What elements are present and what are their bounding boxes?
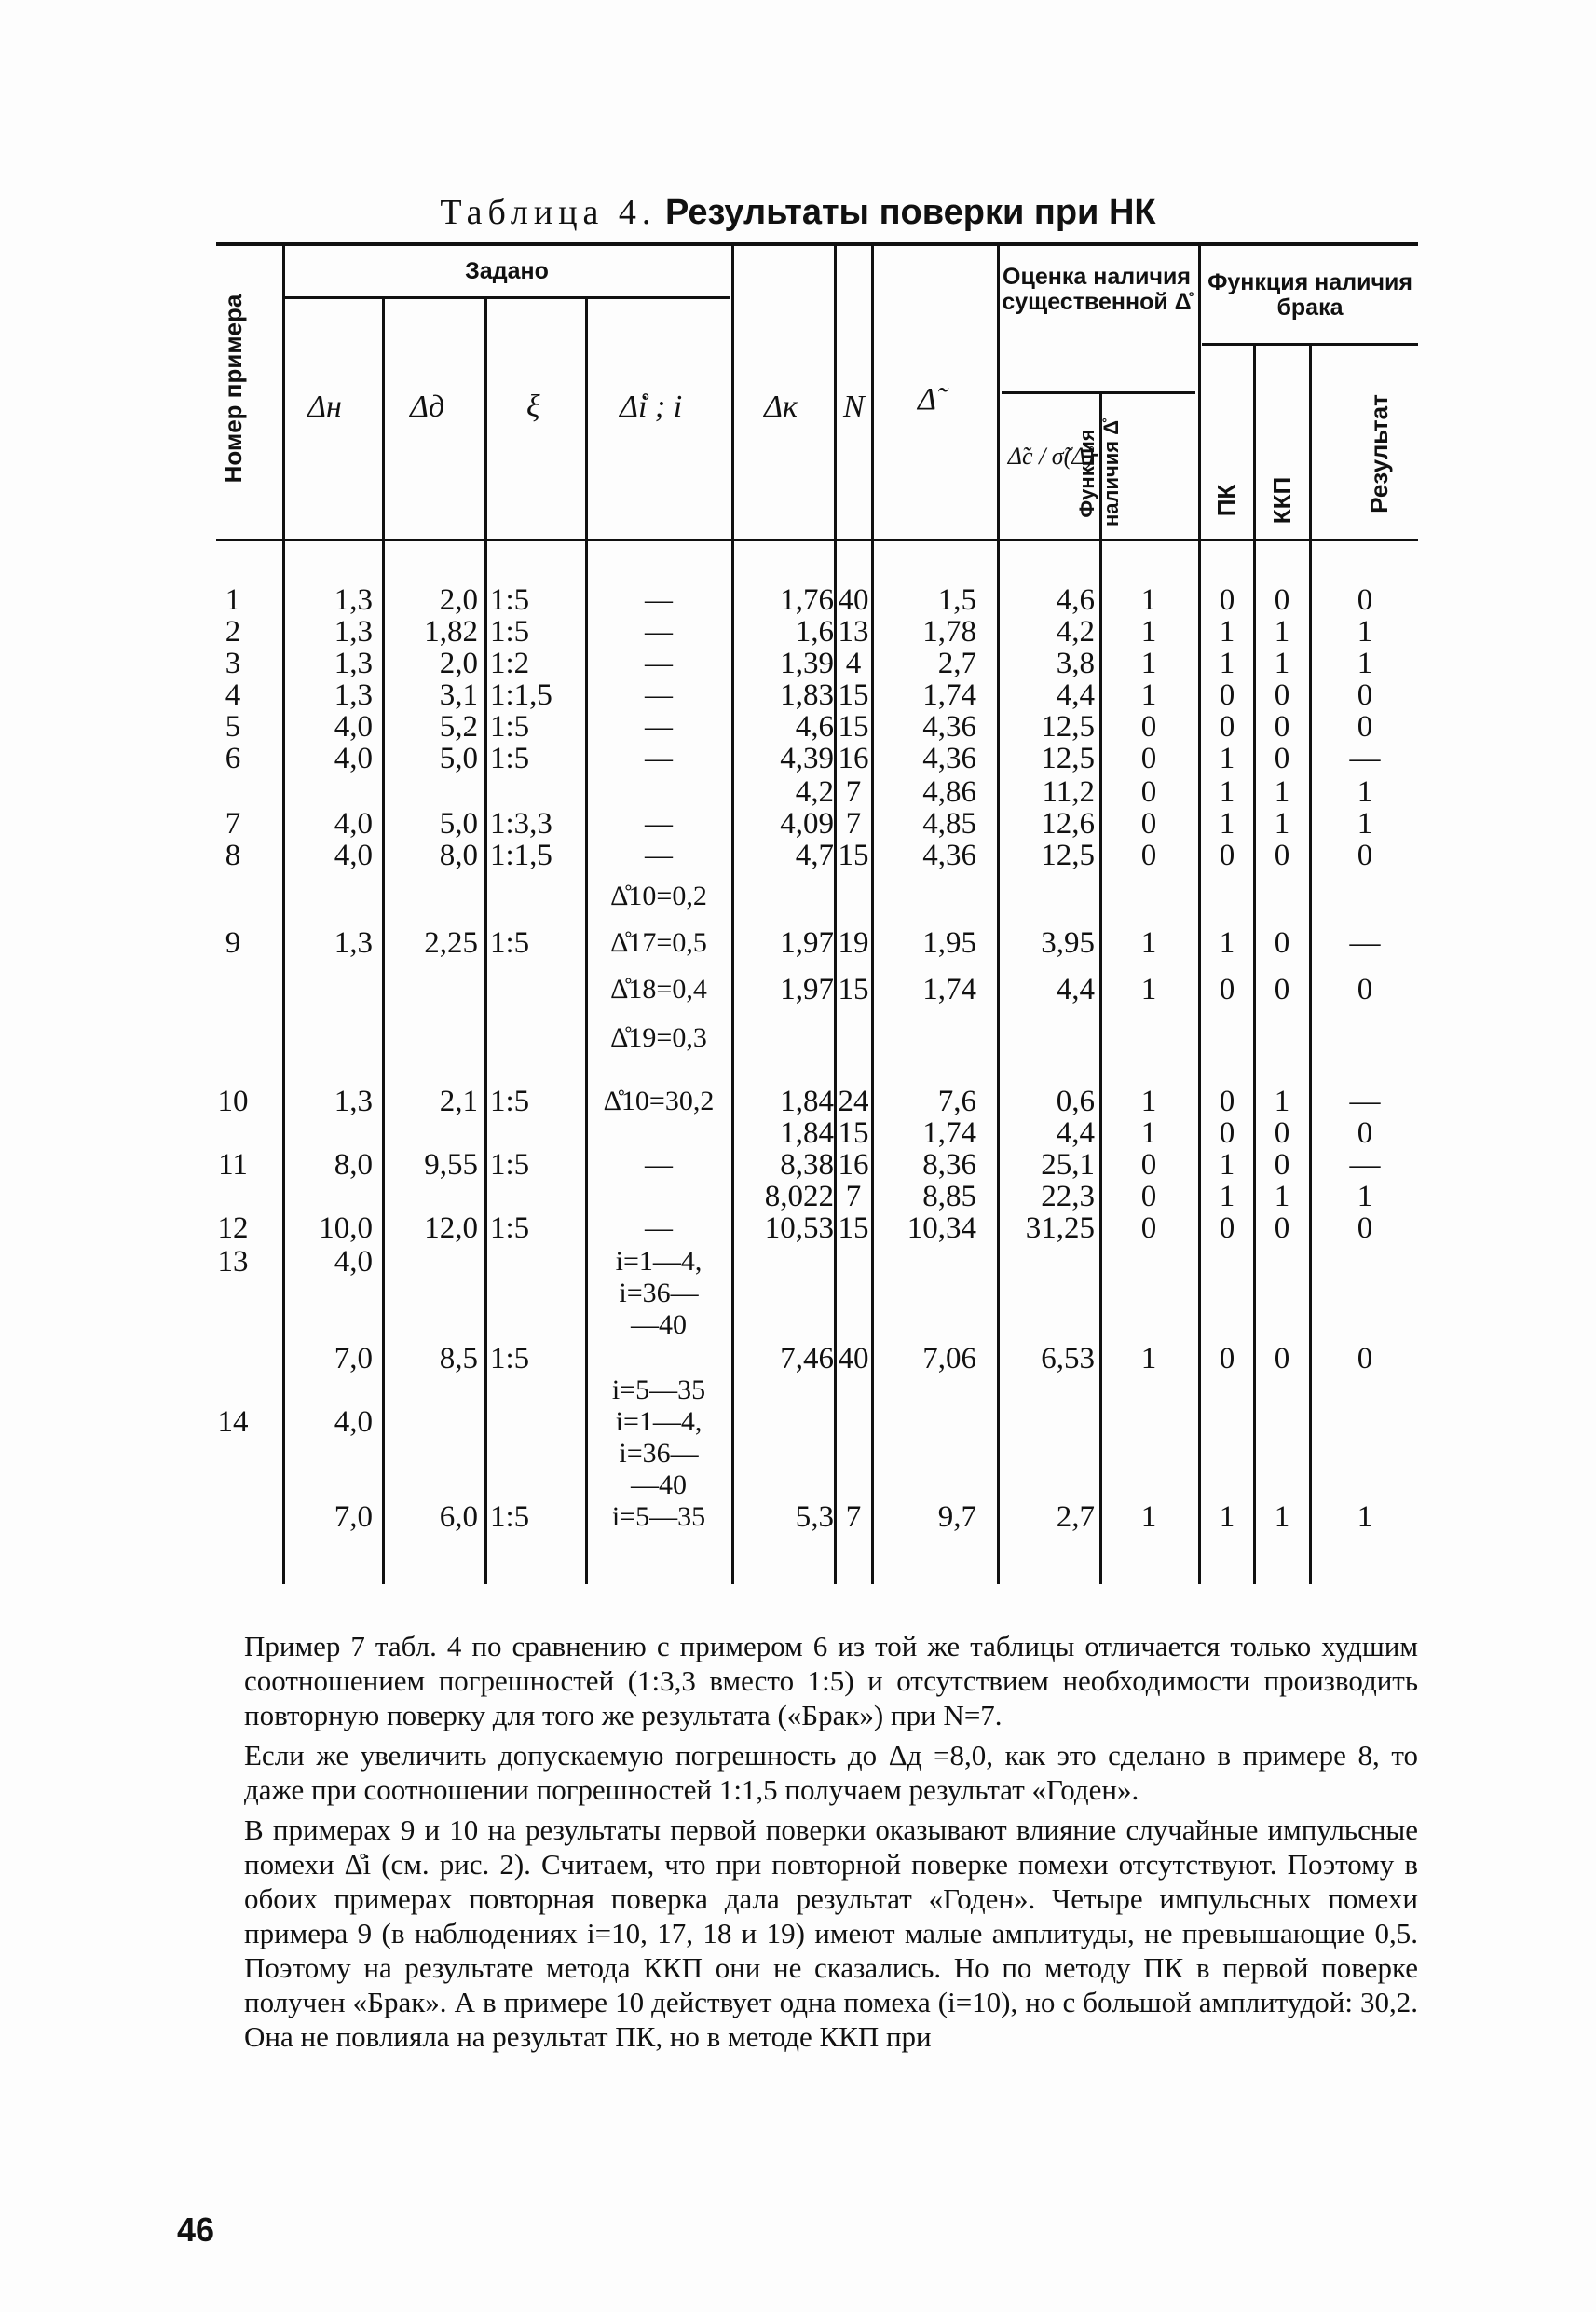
cell-di: — bbox=[645, 711, 673, 742]
col-line-11 bbox=[1253, 345, 1256, 1584]
cell-num: 9 bbox=[225, 926, 241, 960]
cell-res: 1 bbox=[1357, 1180, 1373, 1213]
cell-n: 4 bbox=[845, 647, 862, 680]
cell-n: 16 bbox=[838, 742, 869, 775]
cell-dd: 2,1 bbox=[439, 1085, 478, 1118]
cell-res: — bbox=[1349, 1085, 1381, 1118]
cell-dc: 0,6 bbox=[1056, 1085, 1095, 1118]
cell-res: — bbox=[1349, 1148, 1381, 1182]
cell-res: 0 bbox=[1357, 1211, 1373, 1245]
estimate-group-rule bbox=[1002, 391, 1195, 394]
col-line-4 bbox=[585, 298, 588, 1584]
cell-num: 6 bbox=[225, 742, 241, 775]
cell-dt: 4,86 bbox=[922, 775, 976, 809]
cell-dt: 10,34 bbox=[907, 1211, 976, 1245]
cell-dc: 2,7 bbox=[1056, 1500, 1095, 1534]
cell-pk: 0 bbox=[1219, 678, 1235, 712]
header-n: N bbox=[843, 390, 865, 424]
cell-res: 1 bbox=[1357, 1500, 1373, 1534]
cell-fp: 1 bbox=[1140, 647, 1157, 680]
cell-num: 5 bbox=[225, 710, 241, 744]
cell-res: 0 bbox=[1357, 710, 1373, 744]
cell-kkp: 0 bbox=[1274, 1211, 1290, 1245]
cell-di: — bbox=[645, 1212, 673, 1243]
cell-dt: 1,74 bbox=[922, 1116, 976, 1150]
cell-pk: 0 bbox=[1219, 973, 1235, 1006]
cell-kkp: 0 bbox=[1274, 973, 1290, 1006]
cell-fp: 0 bbox=[1140, 1180, 1157, 1213]
cell-dn: 4,0 bbox=[334, 839, 373, 872]
cell-dt: 4,36 bbox=[922, 839, 976, 872]
cell-dc: 4,4 bbox=[1056, 973, 1095, 1006]
cell-pk: 1 bbox=[1219, 742, 1235, 775]
cell-xi: 1:5 bbox=[490, 1211, 530, 1245]
cell-n: 15 bbox=[838, 839, 869, 872]
cell-num: 8 bbox=[225, 839, 241, 872]
page-number: 46 bbox=[177, 2210, 215, 2249]
cell-pk: 1 bbox=[1219, 807, 1235, 841]
cell-fp: 1 bbox=[1140, 1342, 1157, 1375]
cell-dc: 3,95 bbox=[1041, 926, 1095, 960]
cell-dd: 2,25 bbox=[424, 926, 478, 960]
cell-dd: 1,82 bbox=[424, 615, 478, 649]
cell-dc: 4,2 bbox=[1056, 615, 1095, 649]
cell-res: 0 bbox=[1357, 583, 1373, 617]
cell-n: 19 bbox=[838, 926, 869, 960]
cell-fp: 0 bbox=[1140, 839, 1157, 872]
cell-res: 0 bbox=[1357, 839, 1373, 872]
cell-dt: 4,36 bbox=[922, 710, 976, 744]
col-line-8 bbox=[997, 246, 1000, 1584]
cell-dd: 8,0 bbox=[439, 839, 478, 872]
cell-num: 14 bbox=[217, 1405, 249, 1439]
cell-n: 7 bbox=[845, 1180, 862, 1213]
col-line-12 bbox=[1309, 345, 1312, 1584]
cell-num: 10 bbox=[217, 1085, 249, 1118]
cell-kkp: 1 bbox=[1274, 647, 1290, 680]
header-example-number: Номер примера bbox=[219, 294, 247, 484]
cell-dn: 1,3 bbox=[334, 615, 373, 649]
cell-dt: 7,06 bbox=[922, 1342, 976, 1375]
cell-dc: 4,4 bbox=[1056, 678, 1095, 712]
cell-dn: 10,0 bbox=[319, 1211, 373, 1245]
cell-res: 1 bbox=[1357, 775, 1373, 809]
cell-dd: 8,5 bbox=[439, 1342, 478, 1375]
header-delta-tilde: Δ̃ bbox=[918, 382, 936, 417]
cell-kkp: 0 bbox=[1274, 1342, 1290, 1375]
cell-dt: 2,7 bbox=[937, 647, 976, 680]
cell-dk: 7,46 bbox=[780, 1342, 834, 1375]
cell-num: 2 bbox=[225, 615, 241, 649]
cell-dd: 3,1 bbox=[439, 678, 478, 712]
cell-dk: 8,022 bbox=[764, 1180, 834, 1213]
caption-prefix: Таблица 4. bbox=[440, 193, 657, 232]
cell-dn: 7,0 bbox=[334, 1500, 373, 1534]
cell-dt: 1,74 bbox=[922, 678, 976, 712]
cell-dk: 1,83 bbox=[780, 678, 834, 712]
cell-dn: 4,0 bbox=[334, 807, 373, 841]
cell-dk: 4,7 bbox=[795, 839, 834, 872]
cell-di: — bbox=[645, 743, 673, 773]
cell-di: —40 bbox=[631, 1309, 687, 1340]
cell-pk: 1 bbox=[1219, 1500, 1235, 1534]
header-delta-n: Δн bbox=[307, 390, 342, 424]
cell-xi: 1:5 bbox=[490, 615, 530, 649]
cell-kkp: 0 bbox=[1274, 742, 1290, 775]
cell-dd: 5,0 bbox=[439, 807, 478, 841]
cell-dd: 9,55 bbox=[424, 1148, 478, 1182]
cell-dk: 4,09 bbox=[780, 807, 834, 841]
cell-n: 15 bbox=[838, 710, 869, 744]
cell-di: i=36— bbox=[619, 1278, 699, 1308]
cell-fp: 1 bbox=[1140, 615, 1157, 649]
cell-di: i=1—4, bbox=[615, 1246, 703, 1277]
cell-dc: 12,5 bbox=[1041, 742, 1095, 775]
cell-xi: 1:5 bbox=[490, 710, 530, 744]
header-delta-i: Δ̊i ; i bbox=[620, 390, 683, 424]
cell-dk: 4,6 bbox=[795, 710, 834, 744]
cell-res: 0 bbox=[1357, 1342, 1373, 1375]
cell-dd: 12,0 bbox=[424, 1211, 478, 1245]
cell-pk: 0 bbox=[1219, 1342, 1235, 1375]
cell-dk: 1,84 bbox=[780, 1116, 834, 1150]
cell-res: 0 bbox=[1357, 1116, 1373, 1150]
caption-title: Результаты поверки при НК bbox=[664, 193, 1156, 232]
cell-dk: 1,76 bbox=[780, 583, 834, 617]
cell-dk: 1,84 bbox=[780, 1085, 834, 1118]
cell-dn: 4,0 bbox=[334, 710, 373, 744]
cell-n: 15 bbox=[838, 973, 869, 1006]
cell-xi: 1:5 bbox=[490, 1085, 530, 1118]
cell-res: 1 bbox=[1357, 615, 1373, 649]
cell-dc: 22,3 bbox=[1041, 1180, 1095, 1213]
cell-fp: 0 bbox=[1140, 775, 1157, 809]
cell-di: Δ̊10=30,2 bbox=[603, 1086, 715, 1116]
cell-n: 15 bbox=[838, 1116, 869, 1150]
cell-xi: 1:5 bbox=[490, 1148, 530, 1182]
cell-di: — bbox=[645, 648, 673, 678]
header-xi: ξ bbox=[526, 390, 540, 424]
cell-dc: 25,1 bbox=[1041, 1148, 1095, 1182]
cell-kkp: 1 bbox=[1274, 1500, 1290, 1534]
col-line-7 bbox=[871, 246, 874, 1584]
cell-dt: 7,6 bbox=[937, 1085, 976, 1118]
cell-kkp: 1 bbox=[1274, 1180, 1290, 1213]
cell-dk: 5,3 bbox=[795, 1500, 834, 1534]
table-caption bbox=[0, 192, 1596, 233]
cell-fp: 1 bbox=[1140, 1116, 1157, 1150]
cell-pk: 1 bbox=[1219, 647, 1235, 680]
cell-kkp: 1 bbox=[1274, 615, 1290, 649]
cell-dt: 1,74 bbox=[922, 973, 976, 1006]
cell-dd: 5,0 bbox=[439, 742, 478, 775]
cell-pk: 1 bbox=[1219, 1148, 1235, 1182]
cell-dn: 1,3 bbox=[334, 647, 373, 680]
cell-pk: 1 bbox=[1219, 1180, 1235, 1213]
cell-fp: 1 bbox=[1140, 926, 1157, 960]
cell-di: — bbox=[645, 840, 673, 870]
cell-kkp: 0 bbox=[1274, 678, 1290, 712]
cell-dt: 8,85 bbox=[922, 1180, 976, 1213]
cell-fp: 0 bbox=[1140, 807, 1157, 841]
cell-fp: 1 bbox=[1140, 1085, 1157, 1118]
cell-xi: 1:1,5 bbox=[490, 678, 552, 712]
given-group-rule bbox=[284, 296, 730, 299]
cell-dk: 4,39 bbox=[780, 742, 834, 775]
cell-xi: 1:3,3 bbox=[490, 807, 552, 841]
cell-di: Δ̊17=0,5 bbox=[610, 927, 707, 958]
cell-dc: 12,6 bbox=[1041, 807, 1095, 841]
header-estimate: Оценка наличия существенной Δ̊ bbox=[1002, 264, 1192, 315]
col-line-1 bbox=[282, 246, 285, 1584]
header-given: Задано bbox=[465, 258, 549, 284]
cell-dk: 1,97 bbox=[780, 973, 834, 1006]
cell-kkp: 1 bbox=[1274, 775, 1290, 809]
cell-num: 4 bbox=[225, 678, 241, 712]
cell-dc: 4,6 bbox=[1056, 583, 1095, 617]
cell-num: 11 bbox=[218, 1148, 248, 1182]
cell-dd: 2,0 bbox=[439, 583, 478, 617]
cell-xi: 1:5 bbox=[490, 1342, 530, 1375]
cell-xi: 1:1,5 bbox=[490, 839, 552, 872]
cell-di: Δ̊10=0,2 bbox=[610, 881, 707, 911]
cell-dt: 8,36 bbox=[922, 1148, 976, 1182]
header-delta-d: Δд bbox=[410, 390, 445, 424]
body-text bbox=[244, 1629, 1418, 2054]
cell-di: — bbox=[645, 616, 673, 647]
col-line-5 bbox=[731, 246, 734, 1584]
cell-fp: 0 bbox=[1140, 1148, 1157, 1182]
cell-kkp: 0 bbox=[1274, 1148, 1290, 1182]
cell-dk: 4,2 bbox=[795, 775, 834, 809]
header-pk: ПК bbox=[1212, 484, 1240, 517]
cell-fp: 1 bbox=[1140, 678, 1157, 712]
paragraph-2: Если же увеличить допускаемую погрешность до Δд =8,0, как это сделано в примере 8, то даже при соотношении погрешностей 1:1,5 получаем результат «Годен». bbox=[244, 1739, 1418, 1806]
cell-xi: 1:5 bbox=[490, 1500, 530, 1534]
cell-dc: 11,2 bbox=[1042, 775, 1095, 809]
cell-fp: 0 bbox=[1140, 1211, 1157, 1245]
cell-dk: 1,97 bbox=[780, 926, 834, 960]
cell-dn: 1,3 bbox=[334, 1085, 373, 1118]
paragraph-1: Пример 7 табл. 4 по сравнению с примером 6 из той же таблицы отличается только худшим соотношением погрешностей (1:3,3 вместо 1:5) и отсутствием необходимости производить повторную поверку для того же результата («Брак») при N=7. bbox=[244, 1630, 1418, 1731]
cell-dk: 1,6 bbox=[795, 615, 834, 649]
cell-pk: 0 bbox=[1219, 710, 1235, 744]
cell-dc: 31,25 bbox=[1025, 1211, 1095, 1245]
cell-n: 40 bbox=[838, 583, 869, 617]
cell-n: 13 bbox=[838, 615, 869, 649]
cell-dt: 1,95 bbox=[922, 926, 976, 960]
cell-dc: 12,5 bbox=[1041, 839, 1095, 872]
header-function-presence: Функция наличия Δ̊ bbox=[1075, 419, 1123, 527]
cell-n: 15 bbox=[838, 1211, 869, 1245]
cell-di: i=1—4, bbox=[615, 1406, 703, 1437]
cell-res: 1 bbox=[1357, 807, 1373, 841]
cell-num: 1 bbox=[225, 583, 241, 617]
cell-dd: 5,2 bbox=[439, 710, 478, 744]
cell-dd: 2,0 bbox=[439, 647, 478, 680]
cell-dt: 9,7 bbox=[937, 1500, 976, 1534]
cell-dc: 6,53 bbox=[1041, 1342, 1095, 1375]
col-line-6 bbox=[834, 246, 837, 1584]
header-delta-k: Δк bbox=[764, 390, 798, 424]
cell-res: 0 bbox=[1357, 678, 1373, 712]
col-line-10 bbox=[1198, 246, 1201, 1584]
cell-fp: 0 bbox=[1140, 710, 1157, 744]
cell-kkp: 0 bbox=[1274, 583, 1290, 617]
cell-num: 3 bbox=[225, 647, 241, 680]
cell-dk: 8,38 bbox=[780, 1148, 834, 1182]
cell-pk: 0 bbox=[1219, 583, 1235, 617]
cell-di: Δ̊18=0,4 bbox=[610, 974, 707, 1005]
cell-xi: 1:5 bbox=[490, 926, 530, 960]
cell-di: Δ̊19=0,3 bbox=[610, 1022, 707, 1053]
cell-xi: 1:5 bbox=[490, 742, 530, 775]
cell-dn: 1,3 bbox=[334, 583, 373, 617]
cell-dn: 1,3 bbox=[334, 926, 373, 960]
cell-dt: 4,85 bbox=[922, 807, 976, 841]
cell-dt: 1,78 bbox=[922, 615, 976, 649]
cell-xi: 1:5 bbox=[490, 583, 530, 617]
cell-kkp: 0 bbox=[1274, 710, 1290, 744]
paragraph-3: В примерах 9 и 10 на результаты первой поверки оказывают влияние случайные импульсные помехи Δ̊i (см. рис. 2). Считаем, что при повторной поверке помехи отсутствуют. Поэтому в обоих примерах повторная поверка дала результат «Годен». Четыре импульсных помехи примера 9 (в наблюдениях i=10, 17, 18 и 19) имеют малые амплитуды, не превышающие 0,5. Поэтому на результате метода ККП они не сказались. Но по методу ПК в первой поверке получен «Брак». А в примере 10 действует одна помеха (i=10), но с большой амплитудой: 30,2. Она не повлияла на результат ПК, но в методе ККП при bbox=[244, 1813, 1418, 2053]
cell-res: 0 bbox=[1357, 973, 1373, 1006]
cell-fp: 1 bbox=[1140, 583, 1157, 617]
cell-fp: 0 bbox=[1140, 742, 1157, 775]
cell-n: 40 bbox=[838, 1342, 869, 1375]
cell-di: —40 bbox=[631, 1470, 687, 1500]
cell-kkp: 1 bbox=[1274, 807, 1290, 841]
cell-pk: 1 bbox=[1219, 926, 1235, 960]
table-top-rule bbox=[216, 242, 1418, 246]
cell-pk: 0 bbox=[1219, 839, 1235, 872]
cell-pk: 1 bbox=[1219, 615, 1235, 649]
cell-di: i=5—35 bbox=[611, 1375, 706, 1405]
cell-n: 7 bbox=[845, 1500, 862, 1534]
header-result: Результат bbox=[1365, 394, 1393, 513]
cell-n: 7 bbox=[845, 775, 862, 809]
cell-kkp: 0 bbox=[1274, 926, 1290, 960]
cell-di: i=5—35 bbox=[611, 1501, 706, 1532]
cell-di: — bbox=[645, 1149, 673, 1180]
cell-kkp: 1 bbox=[1274, 1085, 1290, 1118]
cell-n: 15 bbox=[838, 678, 869, 712]
cell-dc: 12,5 bbox=[1041, 710, 1095, 744]
cell-num: 12 bbox=[217, 1211, 249, 1245]
cell-pk: 1 bbox=[1219, 775, 1235, 809]
cell-n: 16 bbox=[838, 1148, 869, 1182]
cell-res: 1 bbox=[1357, 647, 1373, 680]
header-dc-sigma: Δ̃с / σ̃(Δ̊) bbox=[1007, 443, 1095, 470]
cell-kkp: 0 bbox=[1274, 1116, 1290, 1150]
cell-dn: 4,0 bbox=[334, 1245, 373, 1279]
cell-fp: 1 bbox=[1140, 1500, 1157, 1534]
cell-di: — bbox=[645, 584, 673, 615]
cell-dn: 8,0 bbox=[334, 1148, 373, 1182]
cell-kkp: 0 bbox=[1274, 839, 1290, 872]
header-function-brak: Функция наличия брака bbox=[1207, 269, 1412, 321]
cell-di: — bbox=[645, 808, 673, 839]
cell-dk: 1,39 bbox=[780, 647, 834, 680]
col-line-3 bbox=[484, 298, 487, 1584]
cell-di: — bbox=[645, 679, 673, 710]
cell-pk: 0 bbox=[1219, 1085, 1235, 1118]
cell-dc: 4,4 bbox=[1056, 1116, 1095, 1150]
cell-dn: 4,0 bbox=[334, 1405, 373, 1439]
cell-num: 13 bbox=[217, 1245, 249, 1279]
cell-n: 24 bbox=[838, 1085, 869, 1118]
cell-n: 7 bbox=[845, 807, 862, 841]
cell-dk: 10,53 bbox=[764, 1211, 834, 1245]
cell-dc: 3,8 bbox=[1056, 647, 1095, 680]
cell-xi: 1:2 bbox=[490, 647, 530, 680]
cell-res: — bbox=[1349, 742, 1381, 775]
cell-fp: 1 bbox=[1140, 973, 1157, 1006]
cell-dn: 7,0 bbox=[334, 1342, 373, 1375]
cell-dt: 4,36 bbox=[922, 742, 976, 775]
cell-dd: 6,0 bbox=[439, 1500, 478, 1534]
cell-pk: 0 bbox=[1219, 1116, 1235, 1150]
cell-num: 7 bbox=[225, 807, 241, 841]
cell-dt: 1,5 bbox=[937, 583, 976, 617]
cell-pk: 0 bbox=[1219, 1211, 1235, 1245]
cell-dn: 4,0 bbox=[334, 742, 373, 775]
cell-res: — bbox=[1349, 926, 1381, 960]
cell-dn: 1,3 bbox=[334, 678, 373, 712]
header-kkp: ККП bbox=[1268, 476, 1296, 525]
cell-di: i=36— bbox=[619, 1438, 699, 1469]
